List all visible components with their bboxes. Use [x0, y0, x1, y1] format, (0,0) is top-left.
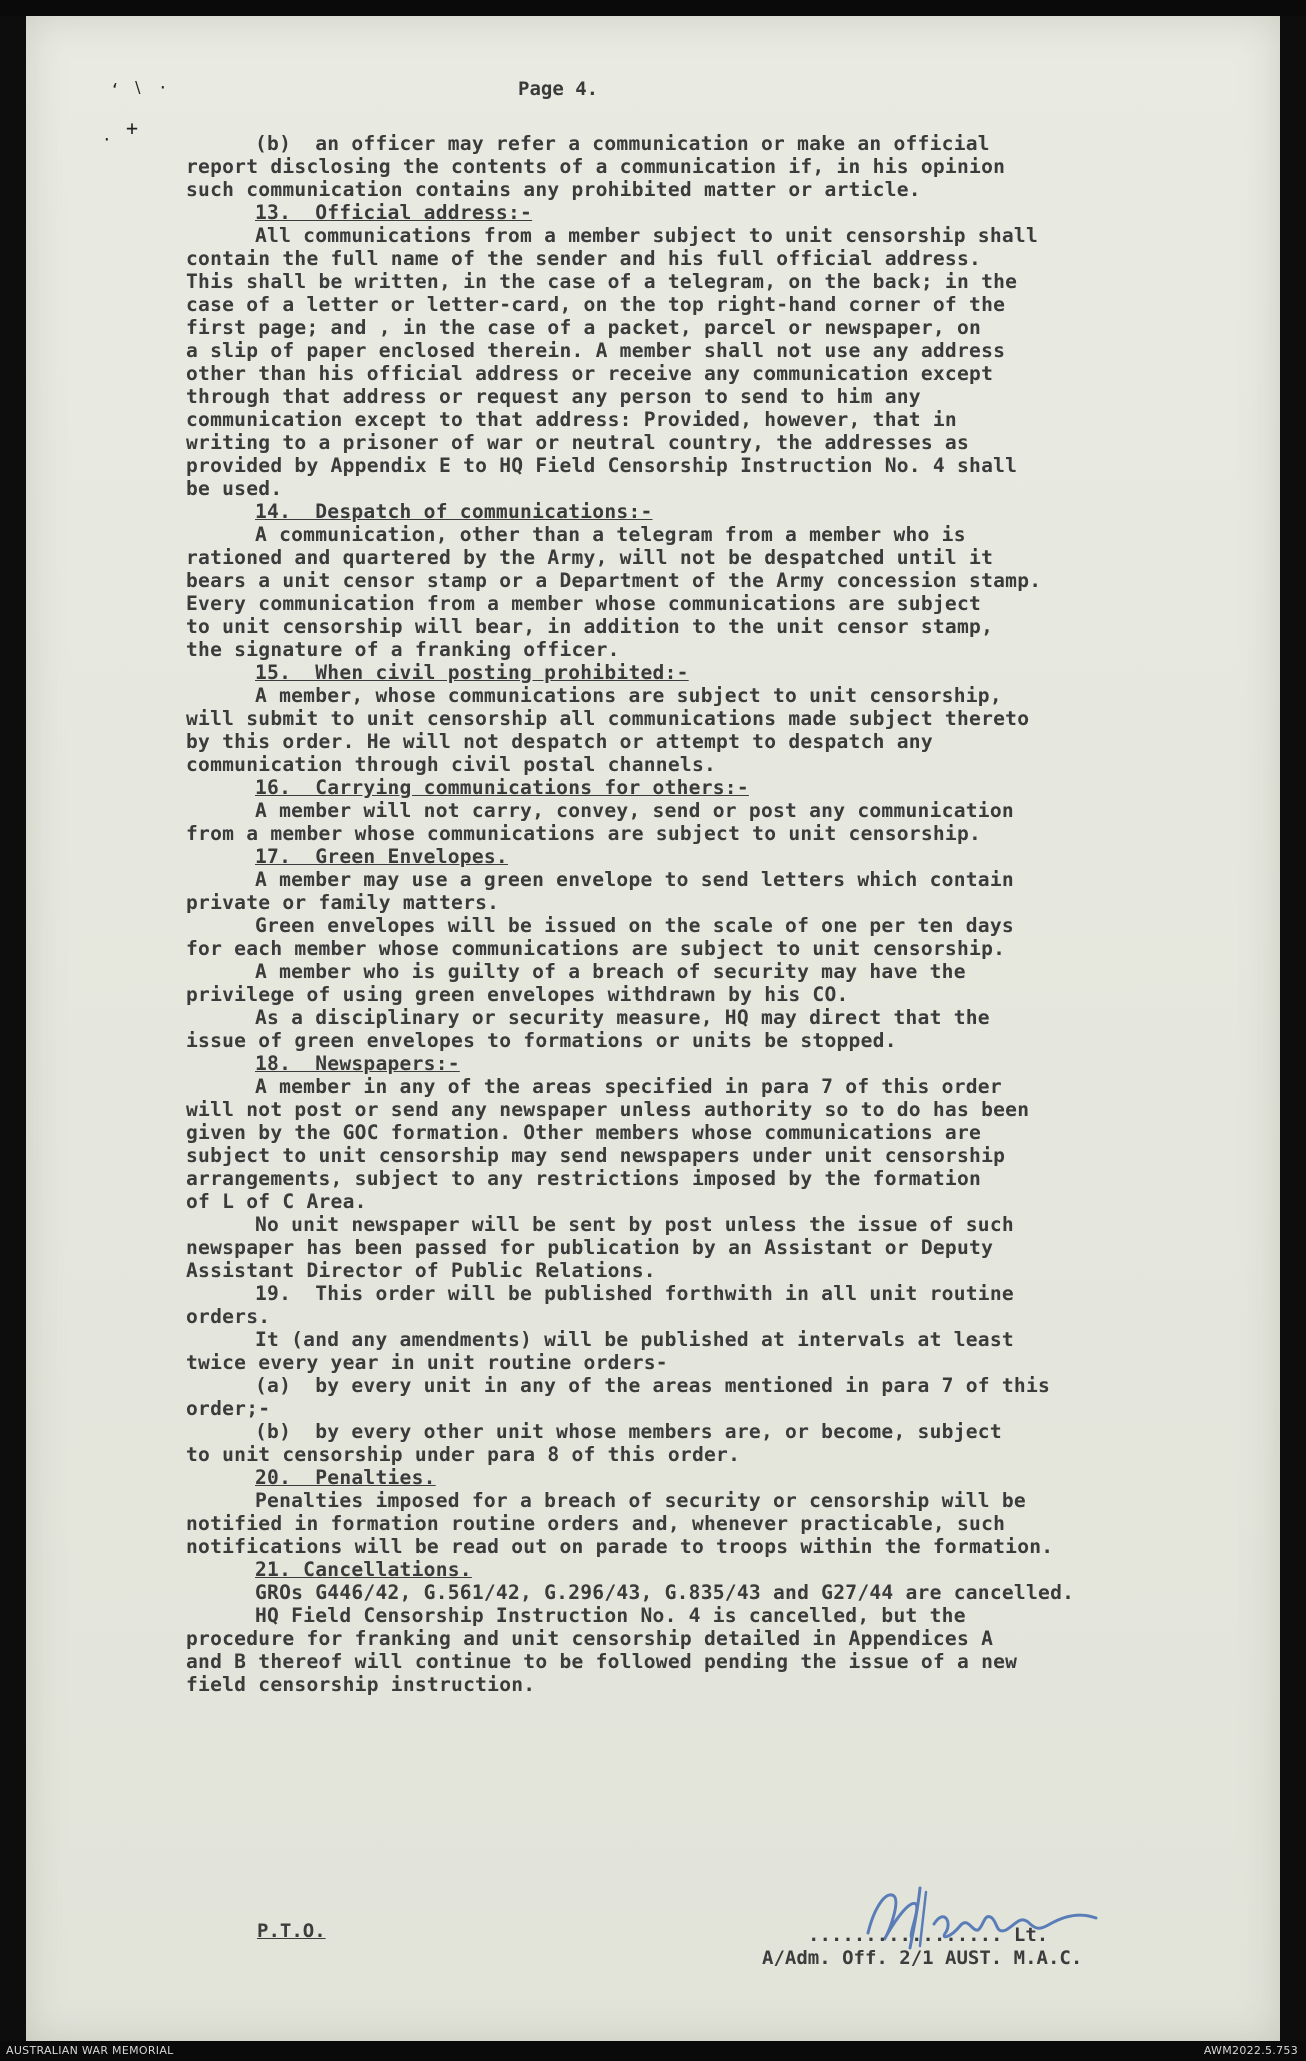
text-line: to unit censorship will bear, in addition to the unit censor stamp,	[186, 615, 994, 638]
text-line: notified in formation routine orders and, whenever practicable, such	[186, 1512, 1006, 1535]
signature-line: ................. Lt.	[808, 1924, 1049, 1946]
section-heading: 16. Carrying communications for others:-	[255, 776, 749, 799]
archive-reference: AWM2022.5.753	[1203, 2044, 1298, 2057]
handwritten-signature	[860, 1878, 1230, 1958]
text-line: by this order. He will not despatch or attempt to despatch any	[186, 730, 933, 753]
text-line: arrangements, subject to any restrictions imposed by the formation	[186, 1167, 982, 1190]
please-turn-over-note: P.T.O.	[257, 1920, 326, 1942]
text-line: newspaper has been passed for publication by an Assistant or Deputy	[186, 1236, 994, 1259]
section-heading: 14. Despatch of communications:-	[255, 500, 653, 523]
text-line: subject to unit censorship may send newspapers under unit censorship	[186, 1144, 1006, 1167]
document-body	[186, 132, 1255, 1696]
text-line: A member will not carry, convey, send or post any communication	[255, 799, 1014, 822]
text-line: contain the full name of the sender and his full official address.	[186, 247, 982, 270]
section-heading: 13. Official address:-	[255, 201, 533, 224]
text-line: A member in any of the areas specified in para 7 of this order	[255, 1075, 1002, 1098]
text-line: Assistant Director of Public Relations.	[186, 1259, 656, 1282]
text-line: private or family matters.	[186, 891, 500, 914]
text-line: orders.	[186, 1305, 271, 1328]
text-line: Green envelopes will be issued on the scale of one per ten days	[255, 914, 1014, 937]
text-line: bears a unit censor stamp or a Department of the Army concession stamp.	[186, 569, 1042, 592]
text-line: a slip of paper enclosed therein. A member shall not use any address	[186, 339, 1006, 362]
section-heading: 18. Newspapers:-	[255, 1052, 460, 1075]
text-line: HQ Field Censorship Instruction No. 4 is cancelled, but the	[255, 1604, 966, 1627]
text-line: through that address or request any person to send to him any	[186, 385, 921, 408]
text-line: (a) by every unit in any of the areas mentioned in para 7 of this	[255, 1374, 1051, 1397]
text-line: 19. This order will be published forthwith in all unit routine	[255, 1282, 1014, 1305]
text-line: As a disciplinary or security measure, HQ may direct that the	[255, 1006, 990, 1029]
text-line: be used.	[186, 477, 283, 500]
text-line: All communications from a member subject to unit censorship shall	[255, 224, 1039, 247]
text-line: (b) an officer may refer a communication or make an official	[255, 132, 990, 155]
text-line: order;-	[186, 1397, 271, 1420]
text-line: the signature of a franking officer.	[186, 638, 620, 661]
text-line: such communication contains any prohibited matter or article.	[186, 178, 921, 201]
text-line: procedure for franking and unit censorship detailed in Appendices A	[186, 1627, 994, 1650]
text-line: No unit newspaper will be sent by post unless the issue of such	[255, 1213, 1014, 1236]
text-line: first page; and , in the case of a packet, parcel or newspaper, on	[186, 316, 982, 339]
text-line: It (and any amendments) will be published at intervals at least	[255, 1328, 1014, 1351]
text-line: given by the GOC formation. Other members whose communications are	[186, 1121, 982, 1144]
text-line: will not post or send any newspaper unless authority so to do has been	[186, 1098, 1030, 1121]
text-line: GROs G446/42, G.561/42, G.296/43, G.835/43 and G27/44 are cancelled.	[255, 1581, 1075, 1604]
text-line: rationed and quartered by the Army, will not be despatched until it	[186, 546, 994, 569]
text-line: case of a letter or letter-card, on the top right-hand corner of the	[186, 293, 1006, 316]
text-line: A member may use a green envelope to send letters which contain	[255, 868, 1014, 891]
margin-pencil-marks: ‘ ∖ · · +	[102, 78, 168, 149]
text-line: of L of C Area.	[186, 1190, 367, 1213]
text-line: communication except to that address: Provided, however, that in	[186, 408, 957, 431]
text-line: A member who is guilty of a breach of security may have the	[255, 960, 966, 983]
archive-credit: AUSTRALIAN WAR MEMORIAL	[6, 2044, 174, 2057]
text-line: to unit censorship under para 8 of this order.	[186, 1443, 741, 1466]
archive-credit-bar	[0, 2041, 1306, 2061]
text-line: (b) by every other unit whose members are, or become, subject	[255, 1420, 1002, 1443]
section-heading: 21. Cancellations.	[255, 1558, 472, 1581]
text-line: provided by Appendix E to HQ Field Censorship Instruction No. 4 shall	[186, 454, 1018, 477]
signatory-title: A/Adm. Off. 2/1 AUST. M.A.C.	[762, 1947, 1083, 1969]
section-heading: 15. When civil posting prohibited:-	[255, 661, 689, 684]
text-line: A member, whose communications are subject to unit censorship,	[255, 684, 1002, 707]
text-line: twice every year in unit routine orders-	[186, 1351, 668, 1374]
text-line: from a member whose communications are subject to unit censorship.	[186, 822, 982, 845]
text-line: A communication, other than a telegram from a member who is	[255, 523, 966, 546]
section-heading: 17. Green Envelopes.	[255, 845, 508, 868]
page-number: Page 4.	[518, 78, 599, 100]
text-line: This shall be written, in the case of a telegram, on the back; in the	[186, 270, 1018, 293]
text-line: issue of green envelopes to formations or units be stopped.	[186, 1029, 897, 1052]
text-line: Penalties imposed for a breach of security or censorship will be	[255, 1489, 1026, 1512]
text-line: Every communication from a member whose communications are subject	[186, 592, 982, 615]
text-line: report disclosing the contents of a communication if, in his opinion	[186, 155, 1006, 178]
text-line: field censorship instruction.	[186, 1673, 536, 1696]
text-line: writing to a prisoner of war or neutral country, the addresses as	[186, 431, 970, 454]
text-line: for each member whose communications are subject to unit censorship.	[186, 937, 1006, 960]
section-heading: 20. Penalties.	[255, 1466, 436, 1489]
text-line: notifications will be read out on parade to troops within the formation.	[186, 1535, 1054, 1558]
text-line: communication through civil postal channels.	[186, 753, 717, 776]
text-line: other than his official address or receive any communication except	[186, 362, 994, 385]
scan-border-top	[0, 0, 1306, 16]
text-line: privilege of using green envelopes withdrawn by his CO.	[186, 983, 849, 1006]
text-line: will submit to unit censorship all communications made subject thereto	[186, 707, 1030, 730]
text-line: and B thereof will continue to be followed pending the issue of a new	[186, 1650, 1018, 1673]
